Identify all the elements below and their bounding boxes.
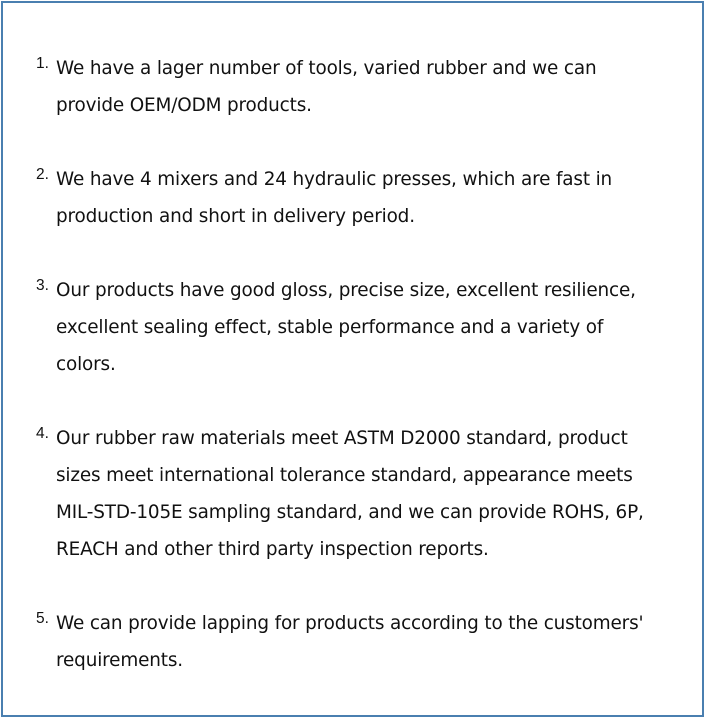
list-number: 4.	[36, 425, 49, 442]
list-number: 1.	[36, 55, 49, 72]
list-text-line: provide OEM/ODM products.	[56, 95, 312, 116]
list-number: 3.	[36, 277, 49, 294]
list-text-line: requirements.	[56, 650, 183, 671]
list-item	[36, 272, 686, 383]
advantages-list	[36, 50, 686, 716]
list-text-line: sizes meet international tolerance standard, appearance meets	[56, 465, 633, 486]
list-number: 2.	[36, 166, 49, 183]
list-item	[36, 161, 686, 235]
list-item	[36, 605, 686, 679]
document-frame	[1, 1, 704, 717]
list-number: 5.	[36, 610, 49, 627]
list-text-line: Our rubber raw materials meet ASTM D2000 standard, product	[56, 428, 628, 449]
list-text-line: production and short in delivery period.	[56, 206, 415, 227]
list-text-line: We have a lager number of tools, varied rubber and we can	[56, 58, 597, 79]
list-text-line: excellent sealing effect, stable performance and a variety of	[56, 317, 604, 338]
list-text-line: colors.	[56, 354, 116, 375]
list-text-line: REACH and other third party inspection reports.	[56, 539, 489, 560]
list-text-line: We can provide lapping for products according to the customers'	[56, 613, 644, 634]
list-item	[36, 420, 686, 568]
list-text-line: Our products have good gloss, precise size, excellent resilience,	[56, 280, 636, 301]
list-item	[36, 50, 686, 124]
list-text-line: MIL-STD-105E sampling standard, and we can provide ROHS, 6P,	[56, 502, 644, 523]
list-text-line: We have 4 mixers and 24 hydraulic presses, which are fast in	[56, 169, 613, 190]
